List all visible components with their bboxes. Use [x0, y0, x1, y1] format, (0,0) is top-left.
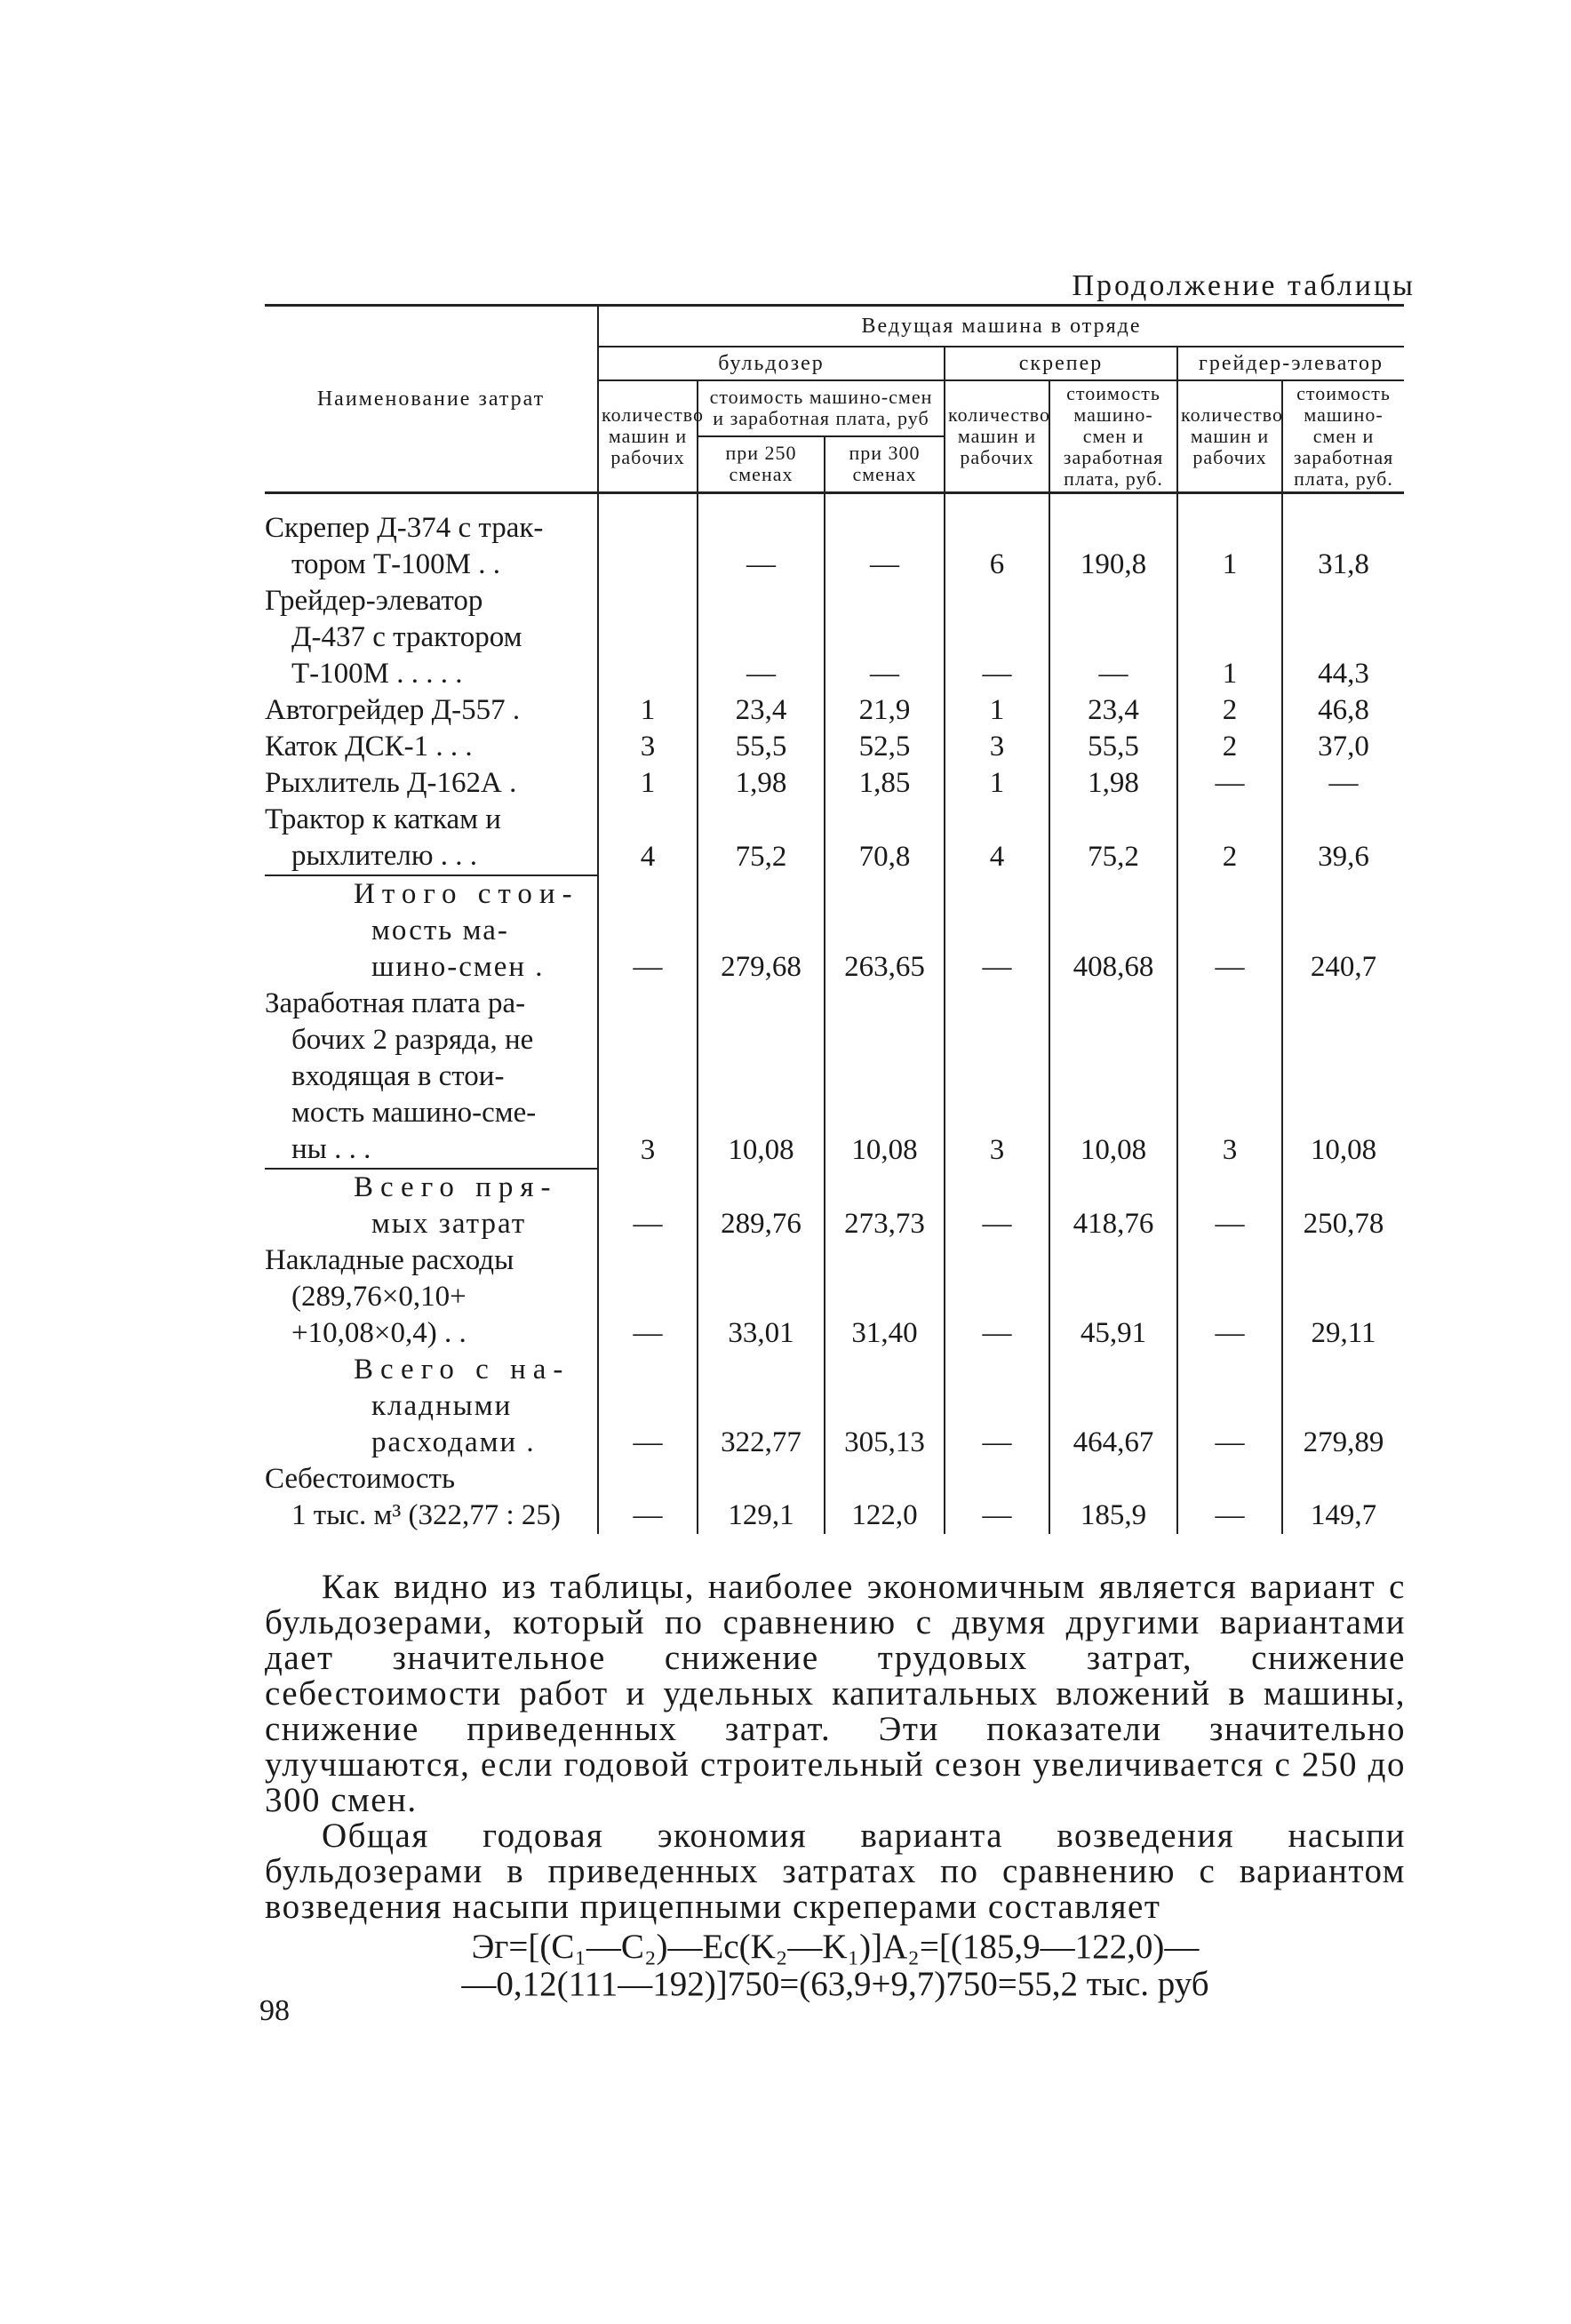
table-cell: —: [1177, 1461, 1282, 1534]
table-cell: 55,5: [698, 729, 825, 765]
table-cell: 10,08: [825, 986, 945, 1169]
table-cell: 1: [598, 765, 698, 802]
formula-line-1: Эг=[(C₁—C₂)—Eс(K₂—K₁)]A₂=[(185,9—122,0)—: [471, 1928, 1200, 1966]
table-row: [265, 1352, 1404, 1461]
table-cell: —: [945, 875, 1049, 986]
table-cell: 4: [945, 802, 1049, 875]
table-row: [265, 765, 1404, 802]
table-row: [265, 1169, 1404, 1242]
row-label-line: мость машино-сме-: [291, 1097, 537, 1129]
table-cell: 2: [1177, 692, 1282, 729]
table-cell: 408,68: [1049, 875, 1177, 986]
table-cell: [598, 583, 698, 692]
table-cell: 190,8: [1049, 493, 1177, 584]
table-cell: 129,1: [698, 1461, 825, 1534]
table-cell: 44,3: [1282, 583, 1404, 692]
table-cell: 1: [598, 692, 698, 729]
scraper-header: скрепер: [945, 347, 1177, 380]
table-cell: —: [1177, 1352, 1282, 1461]
table-cell: 3: [598, 729, 698, 765]
row-label-line: Всего с на-: [354, 1354, 570, 1386]
bulldozer-header: бульдозер: [598, 347, 945, 380]
table-cell: 1,98: [698, 765, 825, 802]
table-row: [265, 802, 1404, 875]
row-label-line: +10,08×0,4) . .: [291, 1317, 467, 1349]
column-header-name: Наименование затрат: [265, 306, 598, 493]
table-cell: 3: [598, 986, 698, 1169]
qty-header-bulldozer: количество машин и рабочих: [598, 380, 698, 493]
table-cell: —: [598, 1169, 698, 1242]
table-cell: —: [698, 493, 825, 584]
row-label-line: Рыхлитель Д-162А .: [265, 767, 517, 799]
table-cell: 149,7: [1282, 1461, 1404, 1534]
table-row: [265, 729, 1404, 765]
table-cell: 4: [598, 802, 698, 875]
row-label: [265, 729, 598, 765]
table-cell: 250,78: [1282, 1169, 1404, 1242]
table-cell: 2: [1177, 729, 1282, 765]
table-cell: —: [598, 1352, 698, 1461]
table-cell: 31,40: [825, 1242, 945, 1352]
table-cell: 279,89: [1282, 1352, 1404, 1461]
row-label: [265, 583, 598, 692]
table-cell: 37,0: [1282, 729, 1404, 765]
row-label-line: ны . . .: [291, 1133, 371, 1165]
table-cell: 3: [945, 729, 1049, 765]
table-cell: —: [945, 1169, 1049, 1242]
table-cell: 2: [1177, 802, 1282, 875]
table-cell: —: [1282, 765, 1404, 802]
row-label-line: мость ма-: [371, 914, 509, 946]
row-label-line: Каток ДСК-1 . . .: [265, 731, 473, 763]
table-cell: 1,85: [825, 765, 945, 802]
row-label-line: 1 тыс. м³ (322,77 : 25): [291, 1499, 561, 1531]
table-cell: 3: [1177, 986, 1282, 1169]
table-cell: —: [1049, 583, 1177, 692]
row-label-line: Скрепер Д-374 с трак-: [265, 512, 544, 544]
qty-header-grader: количество машин и рабочих: [1177, 380, 1282, 493]
table-cell: —: [945, 583, 1049, 692]
table-cell: 1: [945, 692, 1049, 729]
grader-header: грейдер-элеватор: [1177, 347, 1404, 380]
row-label-line: Накладные расходы: [265, 1244, 514, 1276]
table-cell: 1: [1177, 493, 1282, 584]
row-label: [265, 1242, 598, 1352]
table-cell: 10,08: [698, 986, 825, 1169]
table-cell: —: [945, 1461, 1049, 1534]
table-cell: —: [598, 875, 698, 986]
table-cell: 240,7: [1282, 875, 1404, 986]
table-cell: —: [825, 493, 945, 584]
row-label: [265, 493, 598, 584]
row-label: [265, 765, 598, 802]
table-cell: 122,0: [825, 1461, 945, 1534]
table-cell: —: [698, 583, 825, 692]
table-row: [265, 692, 1404, 729]
table-cell: 1: [945, 765, 1049, 802]
row-label-line: мых затрат: [371, 1208, 527, 1240]
table-cell: 10,08: [1049, 986, 1177, 1169]
table-cell: 185,9: [1049, 1461, 1177, 1534]
table-cell: 46,8: [1282, 692, 1404, 729]
table-cell: 39,6: [1282, 802, 1404, 875]
table-row: [265, 1242, 1404, 1352]
row-label-line: рыхлителю . . .: [291, 840, 477, 872]
table-cell: 289,76: [698, 1169, 825, 1242]
row-label-line: Т-100М . . . . .: [291, 658, 463, 690]
cost-header-bulldozer: стоимость машино-смен и заработная плата, руб: [698, 380, 945, 436]
formula-line-2: —0,12(111—192)]750=(63,9+9,7)750=55,2 тыс. руб: [461, 1965, 1209, 2003]
table-cell: 273,73: [825, 1169, 945, 1242]
row-label-line: Себестоимость: [265, 1463, 456, 1495]
table-cell: —: [945, 1242, 1049, 1352]
body-text: [265, 1569, 1406, 1925]
row-label-line: кладными: [371, 1390, 513, 1422]
table-cell: 322,77: [698, 1352, 825, 1461]
table-cell: 279,68: [698, 875, 825, 986]
table-cell: 29,11: [1282, 1242, 1404, 1352]
table-row: [265, 986, 1404, 1169]
table-cell: —: [945, 1352, 1049, 1461]
cost-header-grader: стоимость машино-смен и заработная плата, руб.: [1282, 380, 1404, 493]
cost-table: [265, 304, 1404, 1534]
table-cell: 3: [945, 986, 1049, 1169]
paragraph-2: Общая годовая экономия варианта возведения насыпи бульдозерами в приведенных затратах по сравнению с вариантом возведения насыпи прицепными скреперами составляет: [265, 1817, 1406, 1926]
group-header: Ведущая машина в отряде: [598, 306, 1404, 347]
cost-header-scraper: стоимость машино-смен и заработная плата, руб.: [1049, 380, 1177, 493]
table-cell: 45,91: [1049, 1242, 1177, 1352]
row-label-line: Д-437 с трактором: [291, 621, 522, 653]
table-cell: 23,4: [1049, 692, 1177, 729]
table-cell: 464,67: [1049, 1352, 1177, 1461]
row-label-line: Заработная плата ра-: [265, 987, 526, 1019]
page-number: 98: [259, 1994, 290, 2027]
row-label: [265, 875, 598, 986]
table-cell: 75,2: [1049, 802, 1177, 875]
row-label-line: Всего пря-: [354, 1171, 558, 1203]
qty-header-scraper: количество машин и рабочих: [945, 380, 1049, 493]
table-cell: —: [598, 1242, 698, 1352]
cost-250-header: при 250 сменах: [698, 436, 825, 493]
row-label: [265, 692, 598, 729]
row-label-line: бочих 2 разряда, не: [291, 1024, 534, 1056]
row-label-line: входящая в стои-: [291, 1060, 505, 1092]
table-cell: 263,65: [825, 875, 945, 986]
table-row: [265, 875, 1404, 986]
row-label: [265, 802, 598, 875]
table-cell: 1: [1177, 583, 1282, 692]
row-label-line: шино-смен .: [371, 951, 545, 983]
continuation-label: Продолжение таблицы: [1072, 269, 1415, 302]
table-cell: 10,08: [1282, 986, 1404, 1169]
table-cell: 31,8: [1282, 493, 1404, 584]
table-cell: —: [825, 583, 945, 692]
table-cell: 418,76: [1049, 1169, 1177, 1242]
row-label-line: (289,76×0,10+: [291, 1281, 467, 1313]
table-cell: 52,5: [825, 729, 945, 765]
row-label-line: Итого стои-: [354, 878, 579, 910]
table-cell: —: [598, 1461, 698, 1534]
table-cell: 305,13: [825, 1352, 945, 1461]
table-cell: 55,5: [1049, 729, 1177, 765]
row-label-line: Грейдер-элеватор: [265, 585, 483, 617]
row-label-line: Трактор к каткам и: [265, 803, 501, 835]
row-label-line: расходами .: [371, 1426, 536, 1458]
row-label: [265, 986, 598, 1169]
formula: [265, 1929, 1406, 2003]
table-cell: —: [1177, 1242, 1282, 1352]
row-label-line: Автогрейдер Д-557 .: [265, 694, 521, 726]
table-row: [265, 583, 1404, 692]
row-label-line: тором Т-100М . .: [291, 548, 500, 580]
table-cell: 33,01: [698, 1242, 825, 1352]
row-label: [265, 1169, 598, 1242]
table-row: [265, 493, 1404, 584]
table-cell: 70,8: [825, 802, 945, 875]
table-cell: [598, 493, 698, 584]
table-row: [265, 1461, 1404, 1534]
table-cell: —: [1177, 765, 1282, 802]
cost-300-header: при 300 сменах: [825, 436, 945, 493]
row-label: [265, 1461, 598, 1534]
table-cell: 1,98: [1049, 765, 1177, 802]
table-cell: 6: [945, 493, 1049, 584]
table-cell: —: [1177, 1169, 1282, 1242]
table-cell: —: [1177, 875, 1282, 986]
table-body: [265, 493, 1404, 1535]
table-cell: 23,4: [698, 692, 825, 729]
table-cell: 75,2: [698, 802, 825, 875]
table-cell: 21,9: [825, 692, 945, 729]
row-label: [265, 1352, 598, 1461]
paragraph-1: Как видно из таблицы, наиболее экономичным является вариант с бульдозерами, который по сравнению с двумя другими вариантами дает значительное снижение трудовых затрат, снижение себестоимости работ и удельных капитальных вложений в машины, снижение приведенных затрат. Эти показатели значительно улучшаются, если годовой строительный сезон увеличивается с 250 до 300 смен.: [265, 1568, 1406, 1819]
